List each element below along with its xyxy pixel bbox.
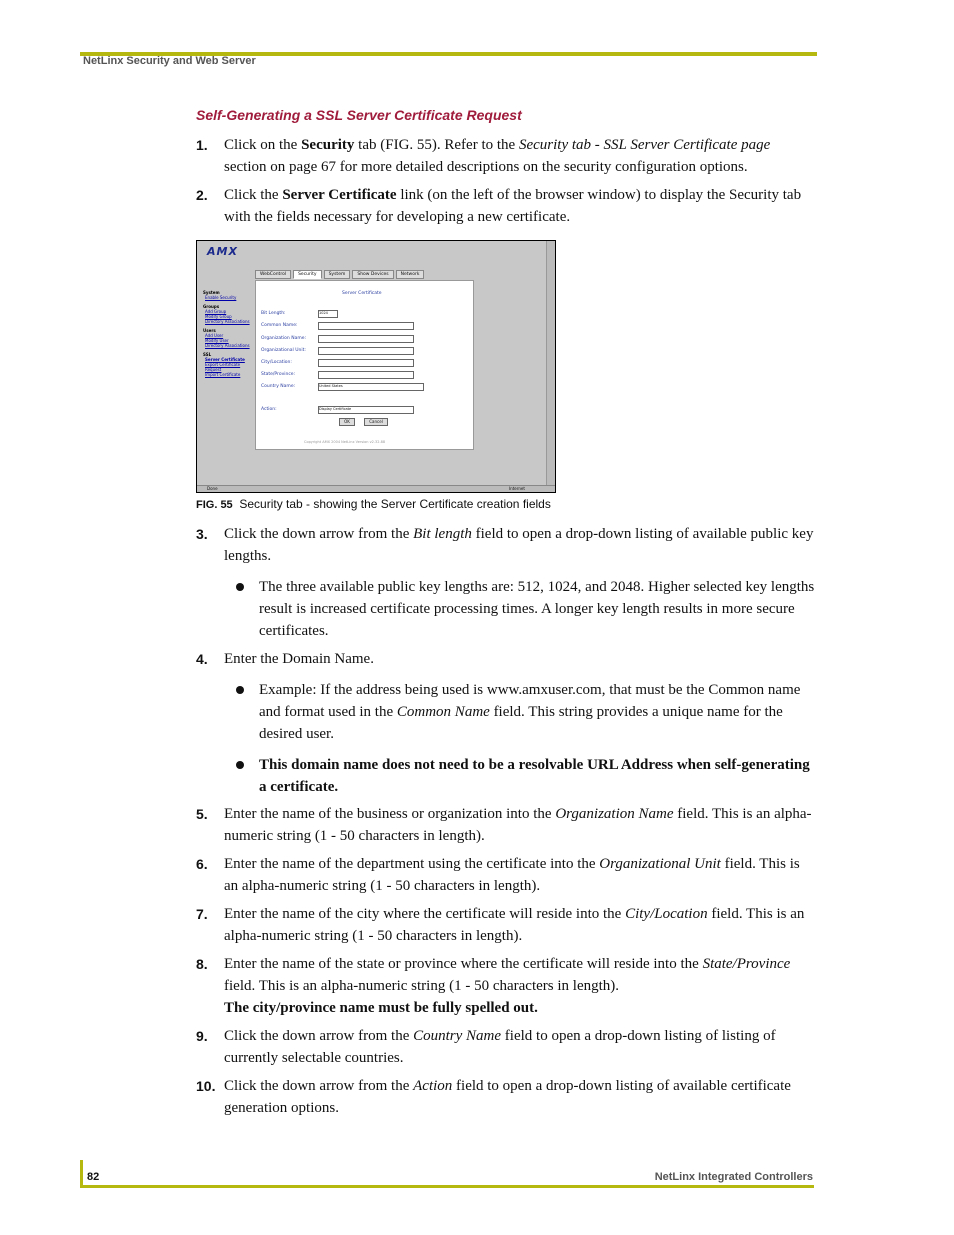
city-location-input[interactable] bbox=[318, 359, 414, 367]
nav-link[interactable]: Add Group bbox=[205, 309, 227, 314]
nav-heading: SSL bbox=[203, 352, 212, 357]
figure-caption bbox=[196, 497, 551, 511]
step-6: 6. Enter the name of the department using the certificate into the Organizational Unit field. This is an alpha-numeric string (1 - 50 characters in length). bbox=[196, 853, 816, 897]
step-8: 8. Enter the name of the state or province where the certificate will reside into the State/Province field. This is an alpha-numeric string (1 - 50 characters in length). The city/province name must be fully spelled out. bbox=[196, 953, 816, 1019]
amx-logo: AMX bbox=[207, 245, 238, 258]
bullet-dot bbox=[236, 761, 244, 769]
organization-name-input[interactable] bbox=[318, 335, 414, 343]
nav-link[interactable]: Export Certificate Request bbox=[205, 362, 241, 372]
footer-rule bbox=[80, 1185, 814, 1188]
sidebar-nav bbox=[203, 286, 253, 377]
tab-network[interactable]: Network bbox=[396, 270, 425, 279]
step-4: 4. Enter the Domain Name. bbox=[196, 648, 816, 670]
nav-link[interactable]: Modify Group bbox=[205, 314, 232, 319]
nav-link[interactable]: Enable Security bbox=[205, 295, 237, 300]
step-10: 10. Click the down arrow from the Action field to open a drop-down listing of available certificate generation options. bbox=[196, 1075, 816, 1119]
status-left: Done bbox=[207, 486, 218, 491]
bullet-dot bbox=[236, 686, 244, 694]
step-number: 7. bbox=[196, 906, 208, 922]
field-label: Action: bbox=[261, 407, 277, 412]
step-9: 9. Click the down arrow from the Country Name field to open a drop-down listing of listing of currently selectable countries. bbox=[196, 1025, 816, 1069]
cancel-button[interactable]: Cancel bbox=[364, 418, 388, 426]
tab-system[interactable]: System bbox=[324, 270, 351, 279]
organizational-unit-input[interactable] bbox=[318, 347, 414, 355]
field-label: State/Province: bbox=[261, 372, 296, 377]
tab-security[interactable]: Security bbox=[293, 270, 321, 279]
section-title: Self-Generating a SSL Server Certificate Request bbox=[196, 107, 522, 123]
page-number: 82 bbox=[87, 1171, 100, 1183]
field-label: Common Name: bbox=[261, 323, 298, 328]
step-number: 5. bbox=[196, 806, 208, 822]
bullet-key-lengths: The three available public key lengths are: 512, 1024, and 2048. Higher selected key lengths result is increased certificate processing times. A longer key length results in more secure certificates. bbox=[236, 576, 816, 642]
nav-heading: System bbox=[203, 290, 220, 295]
nav-link[interactable]: Add User bbox=[205, 333, 224, 338]
bullet-domain-note: This domain name does not need to be a resolvable URL Address when self-generating a certificate. bbox=[236, 754, 816, 798]
step-2: 2. Click the Server Certificate link (on the left of the browser window) to display the Security tab with the fields necessary for developing a new certificate. bbox=[196, 184, 816, 228]
step-5: 5. Enter the name of the business or organization into the Organization Name field. This is an alpha-numeric string (1 - 50 characters in length). bbox=[196, 803, 816, 847]
tab-webcontrol[interactable]: WebControl bbox=[255, 270, 291, 279]
action-select[interactable]: Display Certificate bbox=[318, 406, 414, 414]
field-label: City/Location: bbox=[261, 360, 292, 365]
footer-title: NetLinx Integrated Controllers bbox=[654, 1171, 813, 1183]
common-name-input[interactable] bbox=[318, 322, 414, 330]
running-head: NetLinx Security and Web Server bbox=[83, 55, 256, 67]
tab-show-devices[interactable]: Show Devices bbox=[352, 270, 393, 279]
step-1: 1. Click on the Security tab (FIG. 55). Refer to the Security tab - SSL Server Certificate page section on page 67 for more detailed descriptions on the security configuration options. bbox=[196, 134, 816, 178]
field-label: Country Name: bbox=[261, 384, 296, 389]
bullet-example: Example: If the address being used is www.amxuser.com, that must be the Common name and format used in the Common Name field. This string provides a unique name for the desired user. bbox=[236, 679, 816, 745]
step-number: 4. bbox=[196, 651, 208, 667]
nav-link[interactable]: Modify User bbox=[205, 338, 229, 343]
ok-button[interactable]: OK bbox=[339, 418, 355, 426]
step-number: 3. bbox=[196, 526, 208, 542]
step-number: 1. bbox=[196, 137, 208, 153]
field-label: Organization Name: bbox=[261, 336, 306, 341]
step-number: 10. bbox=[196, 1078, 216, 1094]
field-label: Organizational Unit: bbox=[261, 348, 306, 353]
nav-link-server-certificate[interactable]: Server Certificate bbox=[205, 357, 245, 362]
security-tab-screenshot bbox=[196, 240, 556, 493]
field-label: Bit Length: bbox=[261, 311, 286, 316]
step-number: 2. bbox=[196, 187, 208, 203]
bullet-dot bbox=[236, 583, 244, 591]
footer-side-rule bbox=[80, 1160, 83, 1188]
nav-heading: Users bbox=[203, 328, 216, 333]
nav-link[interactable]: Import Certificate bbox=[205, 372, 241, 377]
nav-link[interactable]: Directory Associations bbox=[205, 319, 250, 324]
country-name-select[interactable]: United States bbox=[318, 383, 424, 391]
status-bar bbox=[197, 485, 555, 492]
tab-bar bbox=[255, 270, 424, 279]
caption-text: Security tab - showing the Server Certificate creation fields bbox=[239, 497, 551, 511]
step-7: 7. Enter the name of the city where the certificate will reside into the City/Location field. This is an alpha-numeric string (1 - 50 characters in length). bbox=[196, 903, 816, 947]
nav-heading: Groups bbox=[203, 304, 220, 309]
step-number: 8. bbox=[196, 956, 208, 972]
server-certificate-panel bbox=[255, 280, 474, 450]
step-3: 3. Click the down arrow from the Bit length field to open a drop-down listing of available public key lengths. bbox=[196, 523, 816, 567]
status-right: Internet bbox=[509, 486, 525, 491]
state-province-input[interactable] bbox=[318, 371, 414, 379]
caption-label: FIG. 55 bbox=[196, 499, 233, 511]
step-number: 6. bbox=[196, 856, 208, 872]
panel-title: Server Certificate bbox=[342, 291, 382, 296]
bit-length-select[interactable]: 1024 bbox=[318, 310, 338, 318]
step-number: 9. bbox=[196, 1028, 208, 1044]
nav-link[interactable]: Directory Associations bbox=[205, 343, 250, 348]
copyright-text: Copyright AMX 2004 NetLinx Version v2.32.88 bbox=[304, 440, 386, 444]
scrollbar[interactable] bbox=[546, 241, 555, 485]
